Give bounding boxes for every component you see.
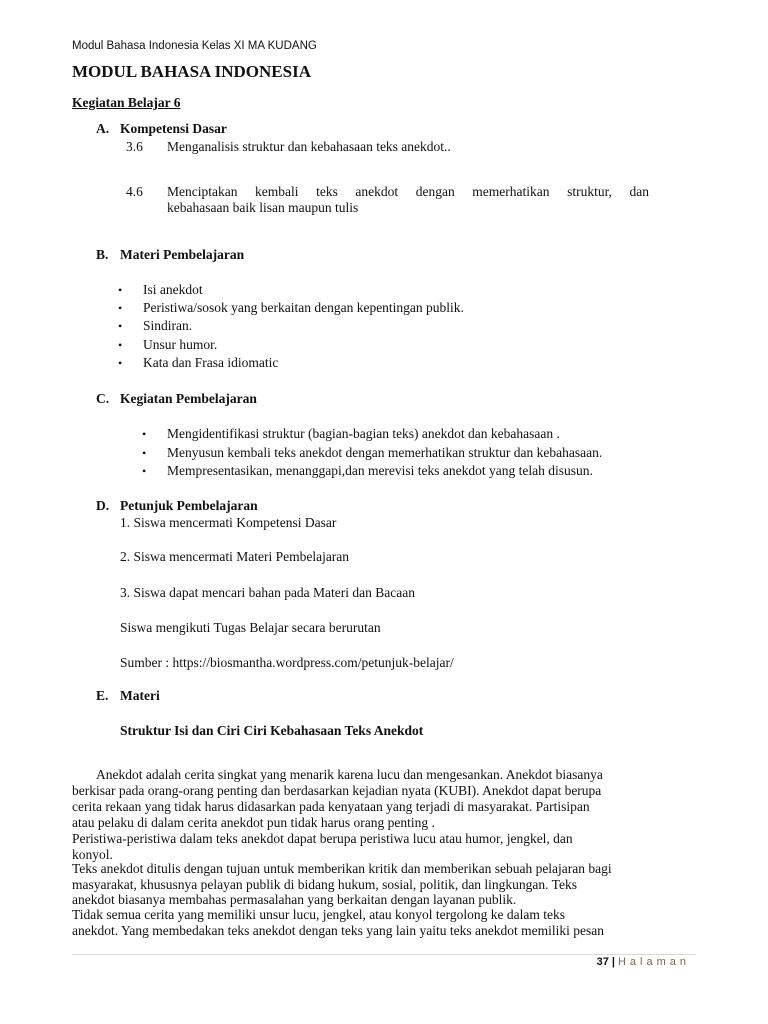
- instruction-item: 1. Siswa mencermati Kompetensi Dasar: [120, 515, 337, 530]
- source-line: Sumber : https://biosmantha.wordpress.com/petunjuk-belajar/: [120, 655, 454, 670]
- footer-word: Halaman: [617, 956, 690, 968]
- bullet-icon: •: [142, 464, 147, 478]
- section-e-heading: Materi: [120, 688, 160, 703]
- list-item: Sindiran.: [143, 318, 193, 333]
- section-a-label: A.: [96, 121, 110, 136]
- section-b-label: B.: [96, 247, 109, 262]
- page-number: 37: [596, 956, 609, 968]
- materi-subheading: Struktur Isi dan Ciri Ciri Kebahasaan Teks Anekdot: [120, 723, 424, 738]
- list-item: Isi anekdot: [143, 282, 203, 297]
- instruction-item: 2. Siswa mencermati Materi Pembelajaran: [120, 549, 350, 564]
- list-item: Unsur humor.: [143, 337, 218, 352]
- kd-number: 3.6: [126, 139, 143, 154]
- instruction-item: 3. Siswa dapat mencari bahan pada Materi dan Bacaan: [120, 585, 416, 600]
- bullet-icon: •: [118, 356, 123, 370]
- body-line: konyol.: [72, 847, 113, 862]
- bullet-icon: •: [142, 446, 147, 460]
- list-item: Mempresentasikan, menanggapi,dan merevisi teks anekdot yang telah disusun.: [167, 463, 593, 478]
- section-c-heading: Kegiatan Pembelajaran: [120, 391, 257, 406]
- list-item: Kata dan Frasa idiomatic: [143, 355, 279, 370]
- body-line: cerita rekaan yang tidak harus didasarkan pada kenyataan yang terjadi di masyarakat. Partisipan: [72, 799, 590, 814]
- footer-separator: |: [611, 956, 615, 968]
- section-e-label: E.: [96, 688, 109, 703]
- bullet-icon: •: [118, 319, 123, 333]
- body-line: atau pelaku di dalam cerita anekdot pun tidak harus orang penting .: [72, 815, 435, 830]
- section-d-label: D.: [96, 498, 110, 513]
- body-line: anekdot biasanya membahas permasalahan yang berkaitan dengan layanan publik.: [72, 892, 517, 907]
- kd-text: Menciptakan kembali teks anekdot dengan memerhatikan struktur, dan: [167, 184, 649, 199]
- section-a-heading: Kompetensi Dasar: [120, 121, 227, 136]
- bullet-icon: •: [118, 338, 123, 352]
- bullet-icon: •: [118, 301, 123, 315]
- body-line: Teks anekdot ditulis dengan tujuan untuk memberikan kritik dan memberikan sebuah pelajaran bagi: [72, 861, 612, 876]
- body-line: Tidak semua cerita yang memiliki unsur lucu, jengkel, atau konyol tergolong ke dalam teks: [72, 907, 566, 922]
- list-item: Menyusun kembali teks anekdot dengan memerhatikan struktur dan kebahasaan.: [167, 445, 603, 460]
- page-footer: [597, 956, 690, 968]
- bullet-icon: •: [118, 283, 123, 297]
- running-header: Modul Bahasa Indonesia Kelas XI MA KUDANG: [72, 40, 317, 52]
- page-title: MODUL BAHASA INDONESIA: [72, 62, 311, 81]
- section-d-heading: Petunjuk Pembelajaran: [120, 498, 258, 513]
- list-item: Mengidentifikasi struktur (bagian-bagian teks) anekdot dan kebahasaan .: [167, 426, 560, 441]
- section-b-heading: Materi Pembelajaran: [120, 247, 245, 262]
- bullet-icon: •: [142, 427, 147, 441]
- kd-text: kebahasaan baik lisan maupun tulis: [167, 200, 359, 215]
- kd-text: Menganalisis struktur dan kebahasaan teks anekdot..: [167, 139, 451, 154]
- body-line: anekdot. Yang membedakan teks anekdot dengan teks yang lain yaitu teks anekdot memiliki pesan: [72, 923, 604, 938]
- kegiatan-heading: Kegiatan Belajar 6: [72, 95, 181, 110]
- list-item: Peristiwa/sosok yang berkaitan dengan kepentingan publik.: [143, 300, 464, 315]
- body-line: Peristiwa-peristiwa dalam teks anekdot dapat berupa peristiwa lucu atau humor, jengkel, dan: [72, 831, 573, 846]
- section-c-label: C.: [96, 391, 110, 406]
- instruction-item: Siswa mengikuti Tugas Belajar secara berurutan: [120, 620, 381, 635]
- body-line: Anekdot adalah cerita singkat yang menarik karena lucu dan mengesankan. Anekdot biasanya: [96, 767, 603, 782]
- footer-divider: [72, 954, 696, 955]
- body-line: masyarakat, khususnya pelayan publik di bidang hukum, sosial, politik, dan lingkungan. Teks: [72, 877, 577, 892]
- body-line: berkisar pada orang-orang penting dan berdasarkan kejadian nyata (KUBI). Anekdot dapat berupa: [72, 783, 602, 798]
- kd-number: 4.6: [126, 184, 143, 199]
